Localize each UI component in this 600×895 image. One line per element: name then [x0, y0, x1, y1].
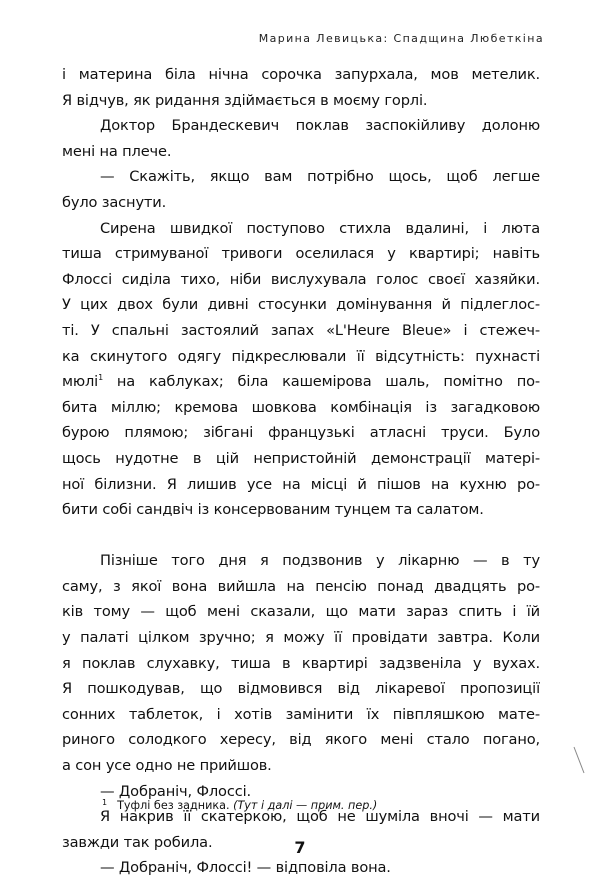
text-line: завжди так робила.	[62, 833, 213, 851]
footnote	[102, 798, 377, 812]
text-line: ної білизни. Я лишив усе на місці й пішов на кухню ро-	[62, 475, 540, 493]
text-line: Пізніше того дня я подзвонив у лікарню — в ту	[100, 552, 540, 570]
text-line: риного солодкого хересу, від якого мені стало погано,	[62, 731, 540, 749]
text-line: Доктор Брандескевич поклав заспокійливу долоню	[100, 117, 540, 135]
text-line: бурою плямою; зібгані французькі атласні труси. Було	[62, 424, 540, 442]
text-line: ків тому — щоб мені сказали, що мати зараз спить і їй	[62, 603, 540, 621]
page-edge-mark-icon	[570, 745, 588, 775]
text-line	[62, 369, 540, 395]
text-line: бити собі сандвіч із консервованим тунцем та салатом.	[62, 501, 484, 519]
text-line: Я накрив її скатеркою, щоб не шуміла вночі — мати	[100, 808, 540, 826]
text-line: саму, з якої вона вийшла на пенсію понад двадцять ро-	[62, 577, 540, 595]
text-line: було заснути.	[62, 193, 167, 211]
text-line: — Добраніч, Флоссі! — відповіла вона.	[100, 859, 391, 877]
footnote-text: Туфлі без задника.	[117, 799, 230, 812]
text-line: сонних таблеток, і хотів замінити їх півпляшкою мате-	[62, 705, 540, 723]
text-line: — Добраніч, Флоссі.	[100, 782, 251, 800]
text-line: а сон усе одно не прийшов.	[62, 757, 272, 775]
text-line: тиша стримуваної тривоги оселилася у квартирі; навіть	[62, 245, 540, 263]
text-line: Я пошкодував, що відмовився від лікаревої пропозиції	[62, 680, 540, 698]
text-line: Я відчув, як ридання здіймається в моєму горлі.	[62, 91, 428, 109]
translator-note: (Тут і далі — прим. пер.)	[233, 799, 378, 812]
page-number: 7	[294, 838, 306, 857]
text-line: мені на плече.	[62, 142, 172, 160]
text-line: ка скинутого одягу підкреслювали її відсутність: пухнасті	[62, 347, 540, 365]
text-line: щось нудотне в цій непристойній демонстрації матері-	[62, 449, 540, 467]
text-line: я поклав слухавку, тиша в квартирі задзвеніла у вухах.	[62, 654, 540, 672]
footnote-number: 1	[102, 798, 108, 807]
text-fragment: на каблуках; біла кашемірова шаль, помітно по-	[103, 373, 540, 391]
running-header: Марина Левицька: Спадщина Любеткіна	[258, 32, 544, 45]
text-line: ті. У спальні застоялий запах «L'Heure Bleue» і стежеч-	[62, 321, 540, 339]
text-line: бита міллю; кремова шовкова комбінація із загадковою	[62, 398, 540, 416]
text-fragment: мюлі	[62, 373, 99, 391]
text-line: У цих двох були дивні стосунки домінування й підлеглос-	[62, 296, 540, 314]
text-line: і материна біла нічна сорочка запурхала, мов метелик.	[62, 66, 540, 83]
text-line: Флоссі сиділа тихо, ніби вислухувала голос своєї хазяйки.	[62, 270, 540, 288]
section-gap	[62, 523, 540, 549]
body-text	[62, 62, 540, 881]
footnote-reference: 1	[98, 373, 104, 383]
text-line: у палаті цілком зручно; я можу її провідати завтра. Коли	[62, 629, 540, 647]
text-line: Сирена швидкої поступово стихла вдалині, і люта	[100, 219, 540, 237]
text-line: — Скажіть, якщо вам потрібно щось, щоб легше	[100, 168, 540, 186]
